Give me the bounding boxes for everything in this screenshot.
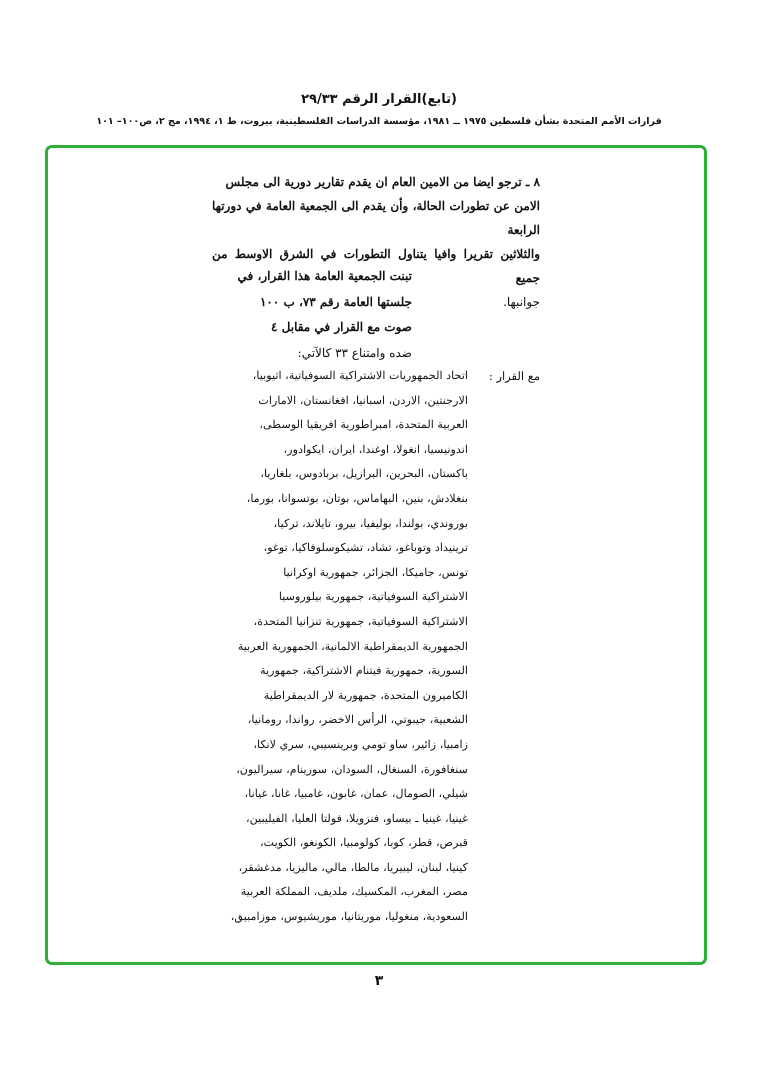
country-line: زامبيا، زائير، ساو تومي وبرينسيبي، سري لانكا، (253, 737, 468, 751)
country-line: سنغافورة، السنغال، السودان، سورينام، سيراليون، (236, 762, 468, 776)
paragraph-line: الامن عن تطورات الحالة، وأن يقدم الى الجمعية العامة في دورتها الرابعة (212, 199, 540, 237)
country-line: اندونيسيا، انغولا، اوغندا، ايران، ايكوادور، (283, 442, 468, 456)
paragraph-line: ٨ ـ ترجو ايضا من الامين العام ان يقدم تقارير دورية الى مجلس (225, 175, 540, 189)
country-line: اتحاد الجمهوريات الاشتراكية السوفياتية، اثيوبيا، (252, 369, 468, 382)
country-line: الارجنتين، الاردن، اسبانيا، افغانستان، الامارات (258, 393, 468, 407)
country-line: الجمهورية الديمقراطية الالمانية، الجمهورية العربية (237, 639, 468, 653)
country-line: ترينيداد وتوباغو، تشاد، تشيكوسلوفاكيا، توغو، (263, 541, 468, 555)
country-line: كينيا، لبنان، ليبيريا، مالطا، مالي، ماليزيا، مدغشقر، (238, 860, 468, 874)
country-line: باكستان، البحرين، البرازيل، بربادوس، بلغاريا، (260, 467, 468, 481)
country-line: بوروندي، بولندا، بوليفيا، بيرو، تايلاند، تركيا، (273, 516, 468, 530)
source-citation: قرارات الأمم المتحدة بشأن فلسطين ١٩٧٥ ــ ١٩٨١، مؤسسة الدراسات الفلسطينية، بيروت، ط ١، ١٩٩٤، مج ٢، ص١٠٠– ١٠١ (96, 116, 662, 127)
paragraph-line: جوانبها. (503, 295, 540, 309)
country-line: بنغلادش، بنين، البهاماس، بوتان، بوتسوانا، بورما، (246, 491, 468, 505)
page-number: ٣ (374, 973, 384, 989)
country-line: الشعبية، جيبوتي، الرأس الاخضر، رواندا، رومانيا، (247, 713, 468, 727)
country-line: غينيا، غينيا ـ بيساو، فنزويلا، فولتا العليا، الفيليبين، (246, 811, 468, 825)
document-title: (تابع)القرار الرقم ٢٩/٣٣ (301, 92, 457, 107)
country-line: مصر، المغرب، المكسيك، ملديف، المملكة العربية (240, 885, 468, 899)
country-line: السورية، جمهورية فيتنام الاشتراكية، جمهورية (260, 664, 468, 678)
adoption-line: جلستها العامة رقم ٧٣، ب ١٠٠ (259, 294, 412, 309)
country-line: قبرص، قطر، كوبا، كولومبيا، الكونغو، الكويت، (260, 836, 468, 850)
adoption-line: تبنت الجمعية العامة هذا القرار، في (237, 269, 412, 283)
countries-list (212, 364, 468, 930)
country-line: العربية المتحدة، امبراطورية افريقيا الوسطى، (259, 418, 468, 432)
country-line: الاشتراكية السوفياتية، جمهورية بيلوروسيا (278, 590, 468, 604)
country-line: تونس، جاميكا، الجزائر، جمهورية اوكرانيا (283, 565, 468, 579)
country-line: شيلي، الصومال، عمان، غابون، غامبيا، غانا، غيانا، (244, 787, 468, 801)
country-line: السعودية، منغوليا، موريتانيا، موريشيوس، موزامبيق، (230, 910, 468, 924)
in-favour-label: مع القرار : (488, 369, 540, 383)
country-line: الاشتراكية السوفياتية، جمهورية تنزانيا المتحدة، (253, 614, 468, 628)
adoption-statement (212, 264, 412, 366)
adoption-line: صوت مع القرار في مقابل ٤ (271, 320, 412, 334)
country-line: الكاميرون المتحدة، جمهورية لار الديمقراطية (263, 688, 468, 702)
adoption-line: ضده وامتناع ٣٣ كالآتي: (297, 345, 412, 360)
paragraph-line: والثلاثين تقريرا وافيا يتناول التطورات في الشرق الاوسط من جميع (212, 247, 540, 285)
